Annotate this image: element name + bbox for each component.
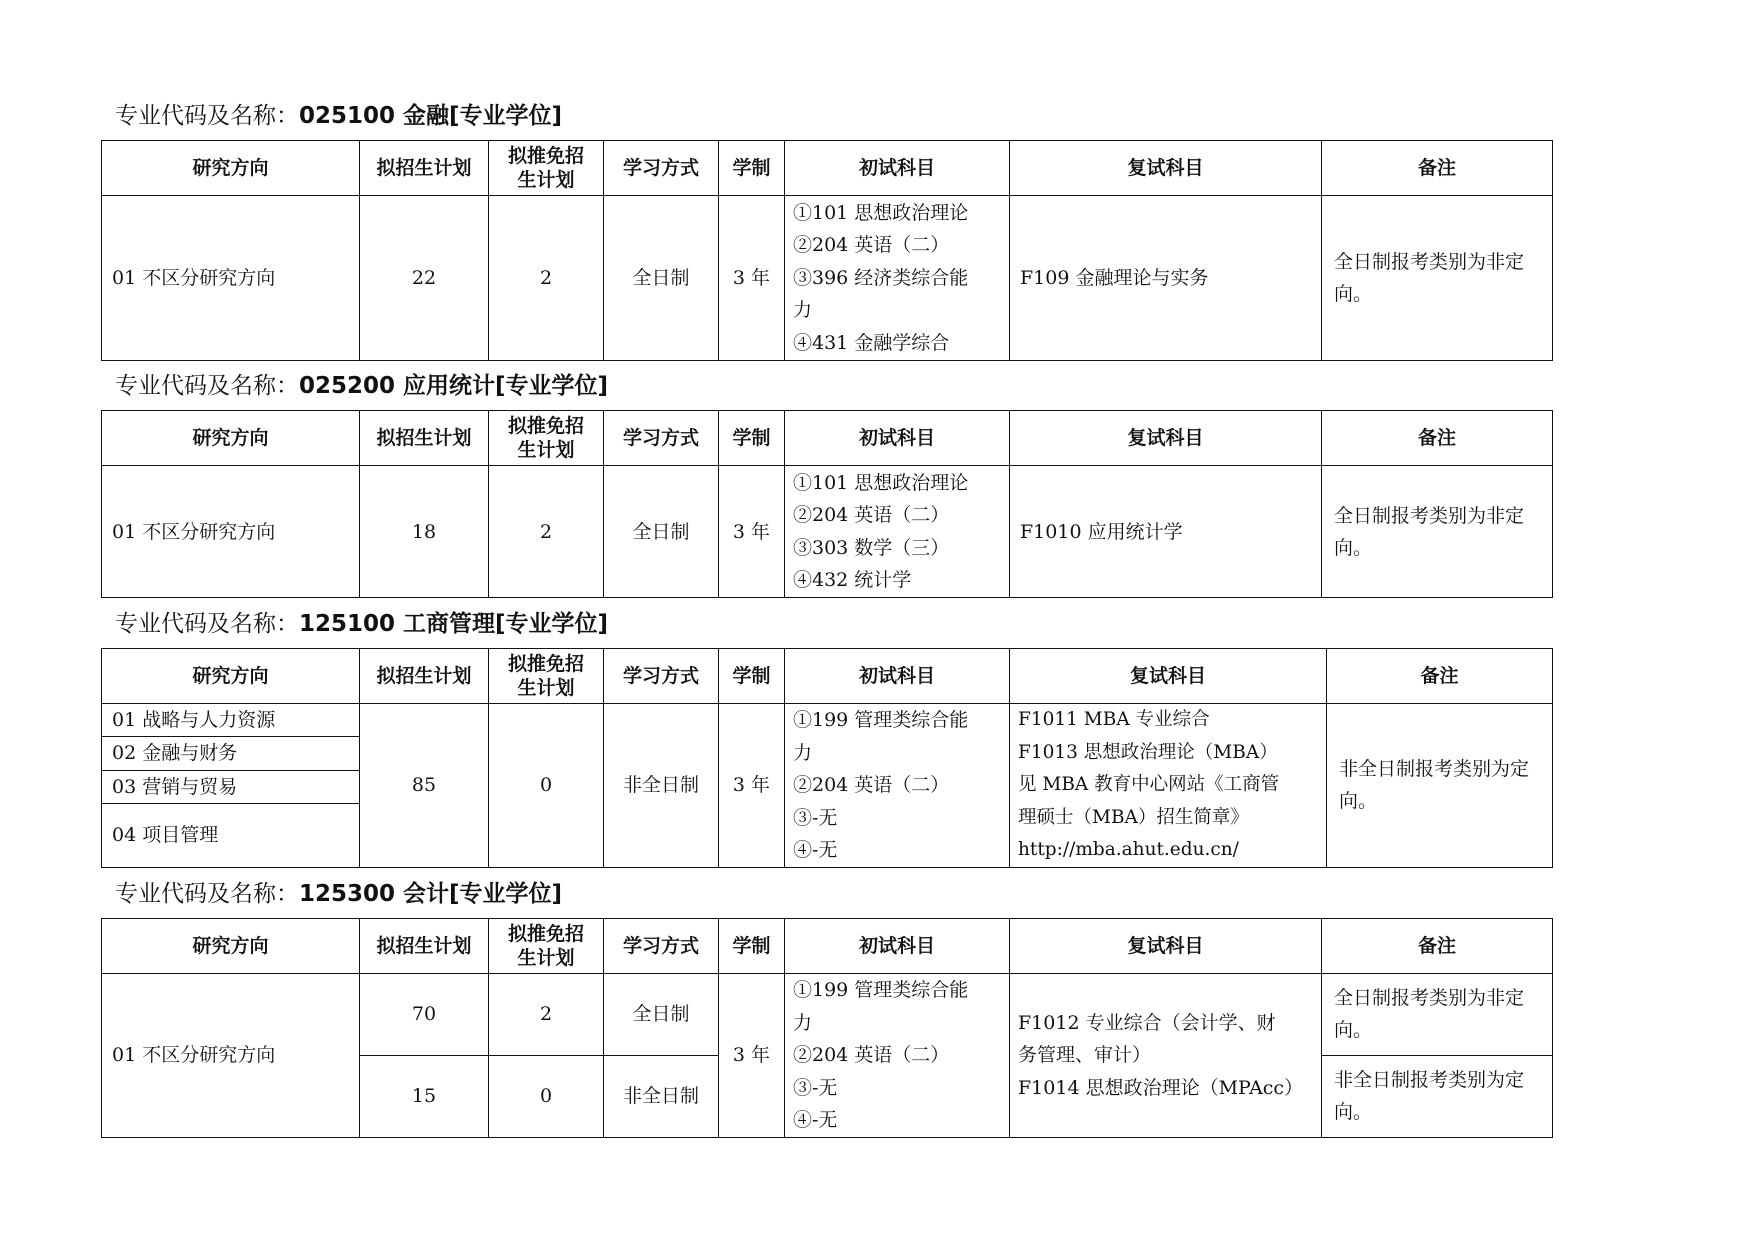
- section-prefix: 专业代码及名称：: [115, 611, 299, 637]
- header-remark: 备注: [1322, 411, 1553, 466]
- section-code-name: 025100 金融[专业学位]: [299, 103, 563, 129]
- cell-exempt: 2: [489, 974, 604, 1056]
- cell-duration: 3 年: [719, 974, 785, 1138]
- cell-plan: 18: [360, 466, 489, 598]
- header-remark: 备注: [1327, 649, 1553, 704]
- cell-exempt: 0: [489, 704, 604, 868]
- cell-direction: 02 金融与财务: [102, 737, 360, 770]
- header-mode: 学习方式: [604, 411, 719, 466]
- header-duration: 学制: [719, 141, 785, 196]
- header-exempt: 拟推免招 生计划: [489, 141, 604, 196]
- section-code-name: 125300 会计[专业学位]: [299, 881, 563, 907]
- table-accounting: [101, 918, 1553, 1138]
- cell-mode: 非全日制: [604, 1055, 719, 1137]
- mba-website-link: http://mba.ahut.edu.cn/: [1018, 839, 1239, 860]
- cell-direction: 04 项目管理: [102, 803, 360, 867]
- section-title-mba: [115, 606, 608, 642]
- header-exempt: 拟推免招 生计划: [489, 411, 604, 466]
- cell-direction: 01 不区分研究方向: [102, 466, 360, 598]
- table-header-row: [102, 141, 1553, 196]
- table-row: [102, 466, 1553, 598]
- cell-retest: F1010 应用统计学: [1010, 466, 1322, 598]
- cell-remark: 全日制报考类别为非定向。: [1322, 974, 1553, 1056]
- cell-remark: 全日制报考类别为非定向。: [1322, 466, 1553, 598]
- cell-direction: 01 不区分研究方向: [102, 974, 360, 1138]
- section-code-name: 025200 应用统计[专业学位]: [299, 373, 609, 399]
- cell-duration: 3 年: [719, 466, 785, 598]
- cell-mode: 全日制: [604, 466, 719, 598]
- header-duration: 学制: [719, 411, 785, 466]
- section-prefix: 专业代码及名称：: [115, 103, 299, 129]
- section-title-accounting: [115, 876, 562, 912]
- section-prefix: 专业代码及名称：: [115, 881, 299, 907]
- cell-exempt: 2: [489, 466, 604, 598]
- cell-plan: 15: [360, 1055, 489, 1137]
- header-exempt: 拟推免招 生计划: [489, 649, 604, 704]
- header-direction: 研究方向: [102, 141, 360, 196]
- cell-remark: 非全日制报考类别为定向。: [1327, 704, 1553, 868]
- cell-initial: ①199 管理类综合能 力 ②204 英语（二） ③-无 ④-无: [785, 704, 1010, 868]
- section-code-name: 125100 工商管理[专业学位]: [299, 611, 609, 637]
- cell-initial: ①199 管理类综合能 力 ②204 英语（二） ③-无 ④-无: [785, 974, 1010, 1138]
- header-plan: 拟招生计划: [360, 919, 489, 974]
- header-initial: 初试科目: [785, 919, 1010, 974]
- table-row: [102, 974, 1553, 1056]
- cell-retest: F1012 专业综合（会计学、财 务管理、审计） F1014 思想政治理论（MPAcc）: [1010, 974, 1322, 1138]
- header-initial: 初试科目: [785, 411, 1010, 466]
- cell-retest: F1011 MBA 专业综合 F1013 思想政治理论（MBA） 见 MBA 教育中心网站《工商管 理硕士（MBA）招生简章》 http://mba.ahut.edu.cn/: [1010, 704, 1327, 868]
- header-plan: 拟招生计划: [360, 141, 489, 196]
- header-duration: 学制: [719, 649, 785, 704]
- cell-remark: 全日制报考类别为非定向。: [1322, 196, 1553, 361]
- cell-direction: 03 营销与贸易: [102, 770, 360, 803]
- table-row: [102, 704, 1553, 737]
- table-header-row: [102, 411, 1553, 466]
- cell-exempt: 0: [489, 1055, 604, 1137]
- section-title-finance: [115, 98, 562, 134]
- header-retest: 复试科目: [1010, 649, 1327, 704]
- header-retest: 复试科目: [1010, 141, 1322, 196]
- cell-plan: 70: [360, 974, 489, 1056]
- cell-duration: 3 年: [719, 196, 785, 361]
- cell-direction: 01 战略与人力资源: [102, 704, 360, 737]
- header-direction: 研究方向: [102, 649, 360, 704]
- header-initial: 初试科目: [785, 649, 1010, 704]
- header-plan: 拟招生计划: [360, 649, 489, 704]
- header-direction: 研究方向: [102, 919, 360, 974]
- cell-plan: 22: [360, 196, 489, 361]
- section-prefix: 专业代码及名称：: [115, 373, 299, 399]
- table-header-row: [102, 649, 1553, 704]
- table-finance: [101, 140, 1553, 361]
- table-applied-statistics: [101, 410, 1553, 598]
- header-mode: 学习方式: [604, 141, 719, 196]
- table-header-row: [102, 919, 1553, 974]
- header-retest: 复试科目: [1010, 919, 1322, 974]
- cell-direction: 01 不区分研究方向: [102, 196, 360, 361]
- header-plan: 拟招生计划: [360, 411, 489, 466]
- cell-remark: 非全日制报考类别为定向。: [1322, 1055, 1553, 1137]
- table-row: [102, 196, 1553, 361]
- header-mode: 学习方式: [604, 919, 719, 974]
- header-retest: 复试科目: [1010, 411, 1322, 466]
- cell-exempt: 2: [489, 196, 604, 361]
- header-remark: 备注: [1322, 919, 1553, 974]
- cell-initial: ①101 思想政治理论 ②204 英语（二） ③303 数学（三） ④432 统计学: [785, 466, 1010, 598]
- header-mode: 学习方式: [604, 649, 719, 704]
- header-exempt: 拟推免招 生计划: [489, 919, 604, 974]
- header-duration: 学制: [719, 919, 785, 974]
- header-initial: 初试科目: [785, 141, 1010, 196]
- section-title-applied-statistics: [115, 368, 608, 404]
- cell-mode: 全日制: [604, 974, 719, 1056]
- cell-mode: 全日制: [604, 196, 719, 361]
- cell-duration: 3 年: [719, 704, 785, 868]
- cell-mode: 非全日制: [604, 704, 719, 868]
- header-direction: 研究方向: [102, 411, 360, 466]
- cell-retest: F109 金融理论与实务: [1010, 196, 1322, 361]
- header-remark: 备注: [1322, 141, 1553, 196]
- cell-plan: 85: [360, 704, 489, 868]
- cell-initial: ①101 思想政治理论 ②204 英语（二） ③396 经济类综合能 力 ④431 金融学综合: [785, 196, 1010, 361]
- table-mba: [101, 648, 1553, 868]
